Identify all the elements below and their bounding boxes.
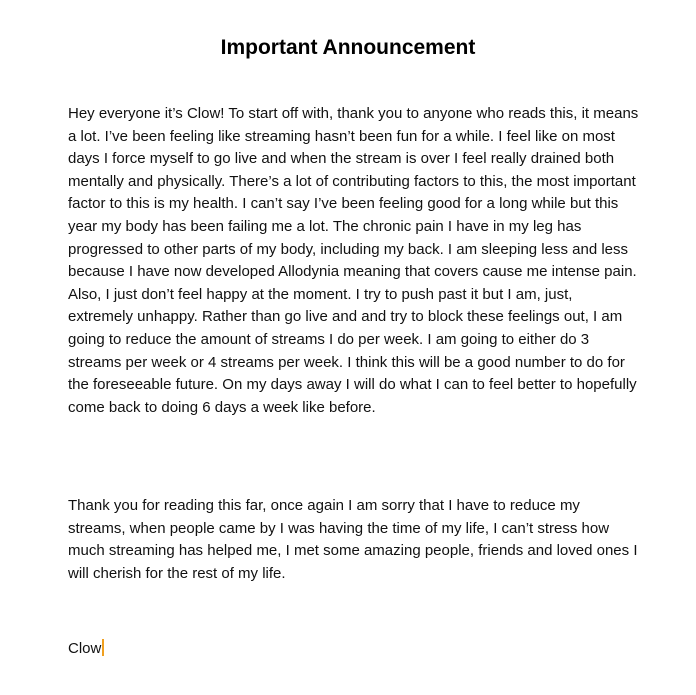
paragraph-thanks[interactable]: Thank you for reading this far, once again I am sorry that I have to reduce my streams, when people came by I was having the time of my life, I can’t stress how much streaming has helped me, I met some amazing people, friends and loved ones I will cherish for the rest of my life. bbox=[68, 497, 638, 582]
document-title: Important Announcement bbox=[220, 36, 476, 59]
signature-line[interactable] bbox=[68, 638, 104, 660]
signature-text: Clow bbox=[68, 640, 102, 657]
text-cursor bbox=[102, 639, 104, 656]
paragraph-announcement[interactable]: Hey everyone it’s Clow! To start off with, thank you to anyone who reads this, it means a lot. I’ve been feeling like streaming hasn’t been fun for a while. I feel like on most days I force myself to go live and when the stream is over I feel really drained both mentally and physically. There’s a lot of contributing factors to this, the most important factor to this is my health. I can’t say I’ve been feeling good for a long while but this year my body has been failing me a lot. The chronic pain I have in my leg has progressed to other parts of my body, including my back. I am sleeping less and less because I have now developed Allodynia meaning that covers cause me intense pain. Also, I just don’t feel happy at the moment. I try to push past it but I am, just, extremely unhappy. Rather than go live and and try to block these feelings out, I am going to reduce the amount of streams I do per week. I am going to either do 3 streams per week or 4 streams per week. I think this will be a good number to do for the foreseeable future. On my days away I will do what I can to feel better to hopefully come back to doing 6 days a week like before. bbox=[68, 105, 639, 416]
